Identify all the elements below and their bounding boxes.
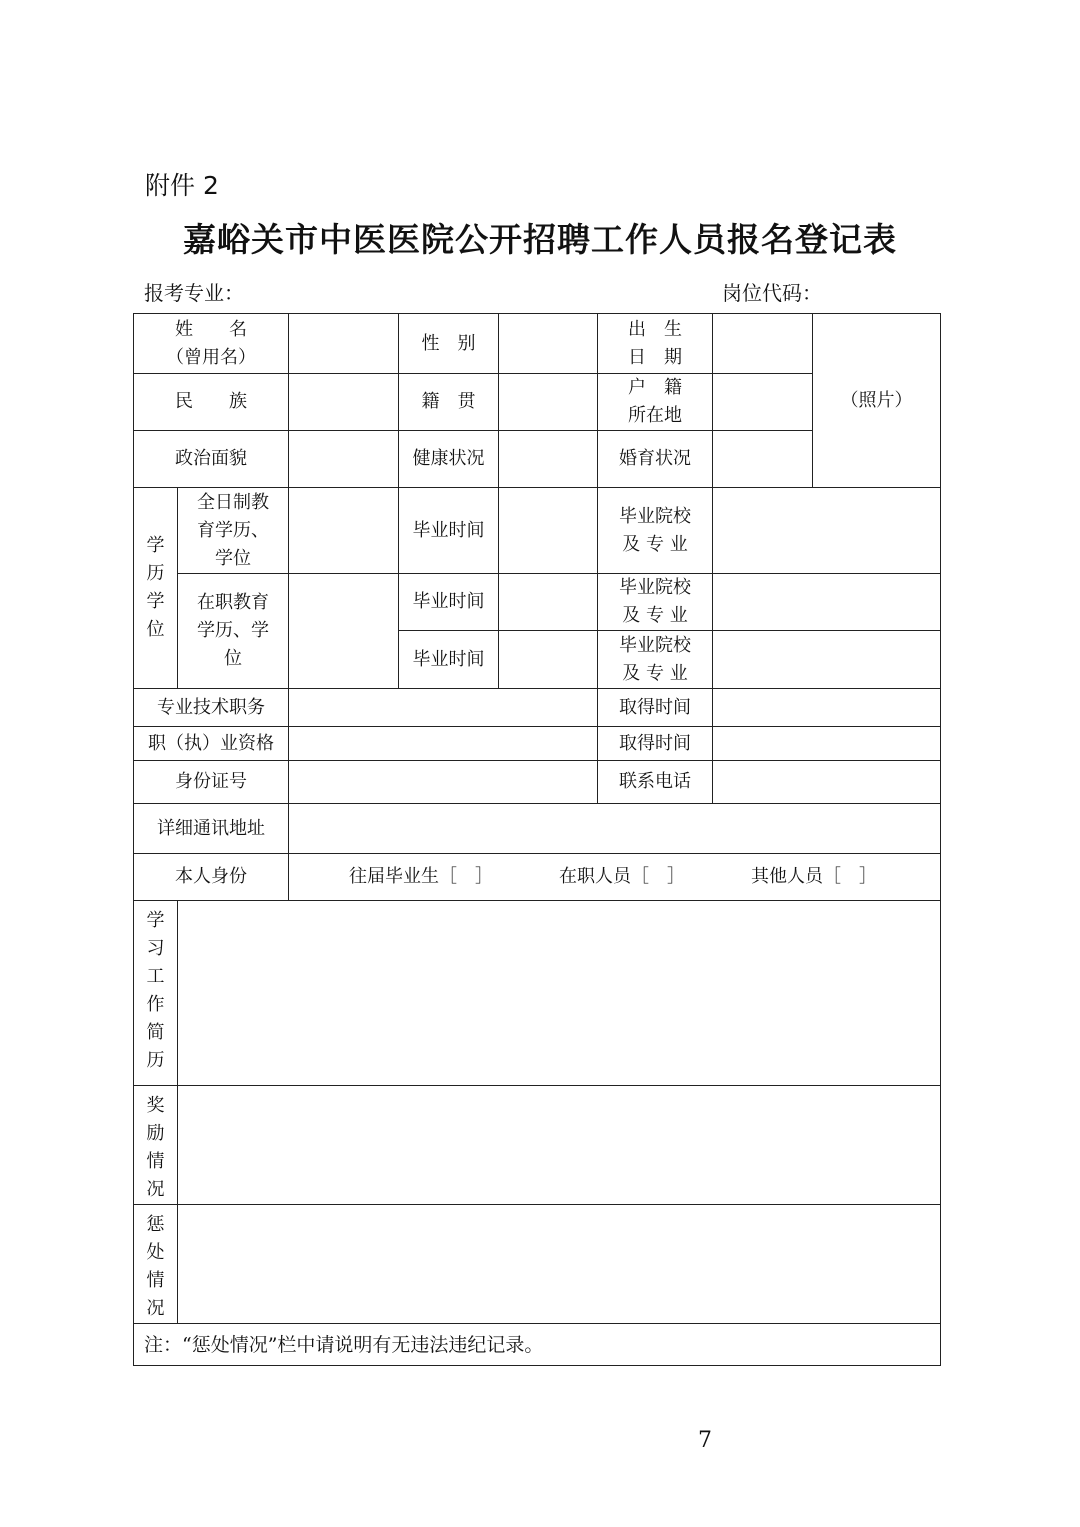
name-field[interactable] [289, 314, 399, 374]
tech-title-label: 专业技术职务 [134, 689, 289, 727]
identity-options [289, 854, 941, 901]
graduation-time-field[interactable] [499, 574, 598, 631]
form-title: 嘉峪关市中医医院公开招聘工作人员报名登记表 [183, 220, 897, 259]
school-major-field[interactable] [713, 574, 941, 631]
fulltime-education-field[interactable] [289, 488, 399, 574]
education-degree-label: 学 历 学 位 [134, 488, 178, 689]
id-number-label: 身份证号 [134, 761, 289, 804]
hukou-label: 户 籍 所在地 [598, 374, 713, 431]
identity-label: 本人身份 [134, 854, 289, 901]
option-employed[interactable]: 在职人员［ ］ [559, 866, 685, 887]
graduation-time-field[interactable] [499, 631, 598, 689]
awards-label: 奖 励 情 况 [134, 1086, 178, 1205]
school-major-field[interactable] [713, 631, 941, 689]
political-status-label: 政治面貌 [134, 431, 289, 488]
inservice-education-label: 在职教育 学历、学 位 [178, 574, 289, 689]
graduation-time-field[interactable] [499, 488, 598, 574]
registration-form-table [133, 313, 941, 1366]
form-note: 注：“惩处情况”栏中请说明有无违法违纪记录。 [134, 1324, 941, 1366]
obtain-time-label: 取得时间 [598, 727, 713, 761]
resume-label: 学 习 工 作 简 历 [134, 901, 178, 1086]
address-field[interactable] [289, 804, 941, 854]
qualification-field[interactable] [289, 727, 598, 761]
position-code-label: 岗位代码： [722, 281, 822, 305]
id-number-field[interactable] [289, 761, 598, 804]
obtain-time-field[interactable] [713, 727, 941, 761]
option-other[interactable]: 其他人员［ ］ [751, 866, 877, 887]
graduation-time-label: 毕业时间 [399, 574, 499, 631]
photo-box[interactable]: （照片） [813, 314, 941, 488]
address-label: 详细通讯地址 [134, 804, 289, 854]
ethnicity-field[interactable] [289, 374, 399, 431]
obtain-time-label: 取得时间 [598, 689, 713, 727]
phone-field[interactable] [713, 761, 941, 804]
obtain-time-field[interactable] [713, 689, 941, 727]
resume-field[interactable] [178, 901, 941, 1086]
tech-title-field[interactable] [289, 689, 598, 727]
native-place-field[interactable] [499, 374, 598, 431]
option-previous-graduate[interactable]: 往届毕业生［ ］ [349, 866, 493, 887]
fulltime-education-label: 全日制教 育学历、 学位 [178, 488, 289, 574]
birth-date-label: 出 生 日 期 [598, 314, 713, 374]
native-place-label: 籍 贯 [399, 374, 499, 431]
gender-field[interactable] [499, 314, 598, 374]
applied-major-label: 报考专业： [144, 281, 244, 305]
health-field[interactable] [499, 431, 598, 488]
page-number: 7 [698, 1428, 712, 1453]
birth-date-field[interactable] [713, 314, 813, 374]
graduation-time-label: 毕业时间 [399, 488, 499, 574]
attachment-label: 附件 2 [145, 171, 219, 200]
school-major-label: 毕业院校 及 专 业 [598, 488, 713, 574]
phone-label: 联系电话 [598, 761, 713, 804]
marital-label: 婚育状况 [598, 431, 713, 488]
political-status-field[interactable] [289, 431, 399, 488]
name-label: 姓 名 （曾用名） [134, 314, 289, 374]
hukou-field[interactable] [713, 374, 813, 431]
health-label: 健康状况 [399, 431, 499, 488]
marital-field[interactable] [713, 431, 813, 488]
qualification-label: 职（执）业资格 [134, 727, 289, 761]
awards-field[interactable] [178, 1086, 941, 1205]
penalties-label: 惩 处 情 况 [134, 1205, 178, 1324]
penalties-field[interactable] [178, 1205, 941, 1324]
ethnicity-label: 民 族 [134, 374, 289, 431]
graduation-time-label: 毕业时间 [399, 631, 499, 689]
inservice-education-field[interactable] [289, 574, 399, 689]
school-major-label: 毕业院校 及 专 业 [598, 631, 713, 689]
school-major-field[interactable] [713, 488, 941, 574]
gender-label: 性 别 [399, 314, 499, 374]
school-major-label: 毕业院校 及 专 业 [598, 574, 713, 631]
